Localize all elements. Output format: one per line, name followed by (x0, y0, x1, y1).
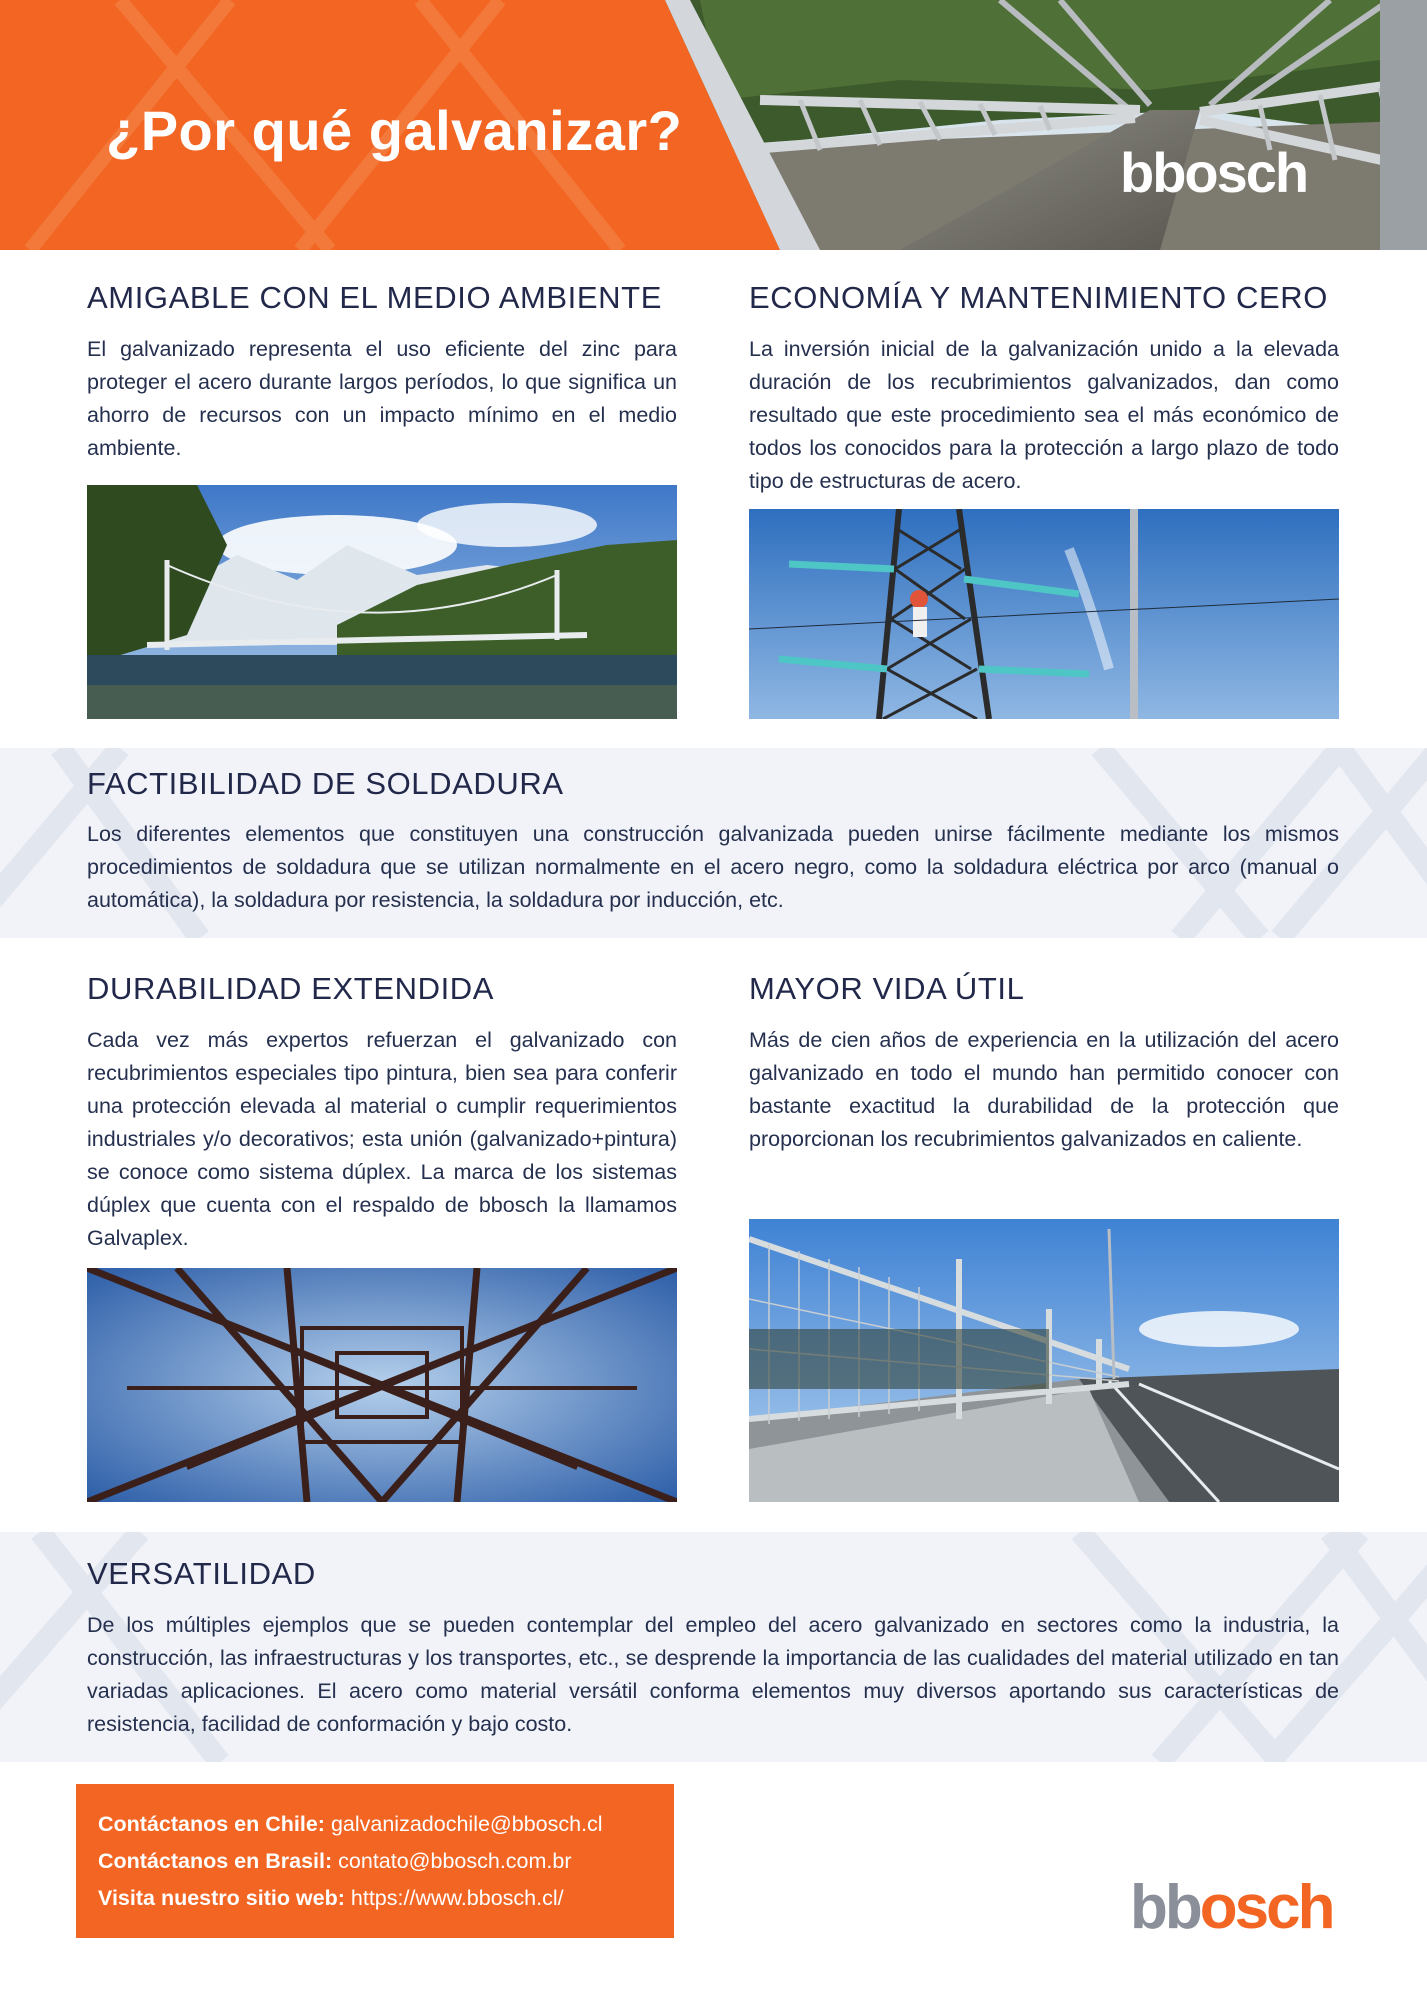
contact-chile-label: Contáctanos en Chile: (98, 1812, 325, 1836)
section-body-vida-util: Más de cien años de experiencia en la utilización del acero galvanizado en todo el mundo han permitido conocer con bastante exactitud la durabilidad de la protección que proporcionan los recubrimientos galvanizados en caliente. (749, 1028, 1339, 1151)
section-title-factibilidad: FACTIBILIDAD DE SOLDADURA (87, 766, 564, 801)
contact-web-link[interactable]: https://www.bbosch.cl/ (350, 1886, 564, 1910)
section-body-economia: La inversión inicial de la galvanización unido a la elevada duración de los recubrimientos galvanizados, dan como resultado que este procedimiento sea el más económico de todos los conocidos para la protección a largo plazo de todo tipo de estructuras de acero. (749, 337, 1339, 493)
header-banner (0, 0, 1427, 250)
footer-logo-part1: bb (1130, 1873, 1200, 1942)
header-logo: bbosch (1120, 141, 1308, 204)
highway-fence-photo (749, 1219, 1339, 1502)
power-tower-worker-photo (749, 509, 1339, 719)
contact-brasil-email-link[interactable]: contato@bbosch.com.br (338, 1849, 572, 1873)
suspension-bridge-photo (87, 485, 677, 719)
section-title-vida-util: MAYOR VIDA ÚTIL (749, 971, 1025, 1006)
contact-web-label: Visita nuestro sitio web: (98, 1886, 345, 1910)
section-body-versatilidad: De los múltiples ejemplos que se pueden contemplar del empleo del acero galvanizado en sectores como la industria, la construcción, las infraestructuras y los transportes, etc., se desprende la importancia de las cualidades del material utilizado en tan variadas aplicaciones. El acero como material versátil conforma elementos muy diversos aportando sus características de resistencia, facilidad de conformación y bajo costo. (87, 1613, 1339, 1736)
contact-box (76, 1784, 674, 1938)
tower-from-below-photo (87, 1268, 677, 1502)
contact-brasil-label: Contáctanos en Brasil: (98, 1849, 333, 1873)
footer-logo-part2: osch (1199, 1873, 1333, 1942)
footer-logo (1130, 1872, 1332, 1943)
section-title-amigable: AMIGABLE CON EL MEDIO AMBIENTE (87, 280, 662, 315)
section-title-durabilidad: DURABILIDAD EXTENDIDA (87, 971, 495, 1006)
section-body-amigable: El galvanizado representa el uso eficiente del zinc para proteger el acero durante largos períodos, lo que significa un ahorro de recursos con un impacto mínimo en el medio ambiente. (87, 337, 677, 460)
section-body-factibilidad: Los diferentes elementos que constituyen una construcción galvanizada pueden unirse fácilmente mediante los mismos procedimientos de soldadura que se utilizan normalmente en el acero negro, como la soldadura eléctrica por arco (manual o automática), la soldadura por resistencia, la soldadura por inducción, etc. (87, 822, 1339, 912)
section-body-durabilidad: Cada vez más expertos refuerzan el galvanizado con recubrimientos especiales tipo pintura, bien sea para conferir una protección elevada al material o cumplir requerimientos industriales y/o decorativos; esta unión (galvanizado+pintura) se conoce como sistema dúplex. La marca de los sistemas dúplex que cuenta con el respaldo de bbosch la llamamos Galvaplex. (87, 1028, 677, 1250)
contact-chile (98, 1806, 652, 1843)
contact-chile-email-link[interactable]: galvanizadochile@bbosch.cl (330, 1812, 603, 1836)
contact-brasil (98, 1843, 652, 1880)
contact-web (98, 1880, 652, 1917)
page-title: ¿Por qué galvanizar? (106, 99, 683, 162)
section-title-economia: ECONOMÍA Y MANTENIMIENTO CERO (749, 280, 1328, 315)
section-title-versatilidad: VERSATILIDAD (87, 1556, 316, 1591)
